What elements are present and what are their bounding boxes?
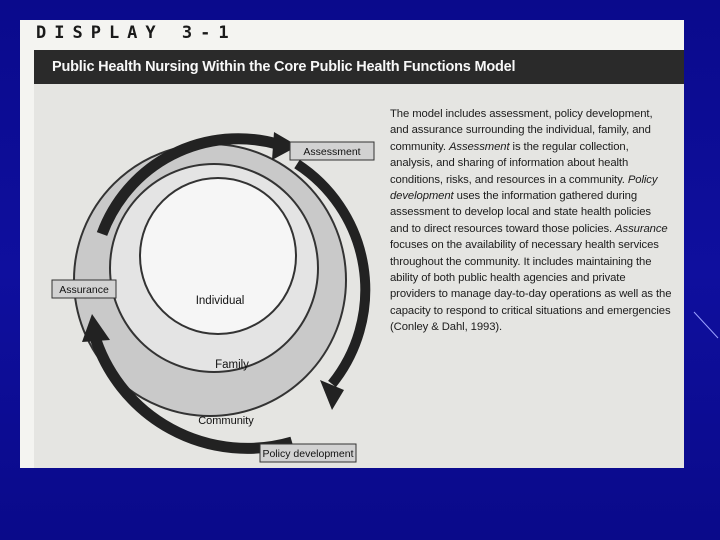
display-label: DISPLAY 3-1 — [36, 23, 237, 43]
term-policy-development: Policy development — [390, 173, 658, 203]
community-label: Community — [198, 415, 254, 427]
assessment-label: Assessment — [303, 146, 361, 158]
core-functions-diagram — [42, 84, 382, 468]
family-label: Family — [215, 359, 249, 371]
document-title: Public Health Nursing Within the Core Public Health Functions Model — [34, 50, 684, 84]
individual-circle — [140, 178, 296, 334]
policy-development-label: Policy development — [262, 448, 354, 460]
description-intro: The model includes assessment, policy development, and assurance surrounding the individual, family, and community. — [390, 108, 653, 153]
description-assurance: focuses on the availability of necessary health services throughout the community. It includes maintaining the ability of both public health agencies and private providers to manage day-to-day operations as well as the capacity to respond to critical situations and emergencies (Conley & Dahl, 1993). — [390, 239, 672, 334]
term-assessment: Assessment — [448, 140, 510, 153]
description-assessment: is the regular collection, analysis, and sharing of information about health conditions, risks, and resources in a community. — [390, 140, 629, 186]
description-text — [390, 106, 672, 336]
policy-arrowhead-icon — [320, 380, 344, 410]
term-assurance: Assurance — [615, 222, 668, 235]
scanned-document — [20, 20, 684, 468]
assurance-label: Assurance — [59, 284, 109, 296]
slide-decoration-line — [690, 310, 720, 370]
individual-label: Individual — [195, 295, 245, 307]
description-policy: uses the information gathered during assessment to develop local and state health policies and to direct resources toward those policies. — [390, 190, 651, 235]
